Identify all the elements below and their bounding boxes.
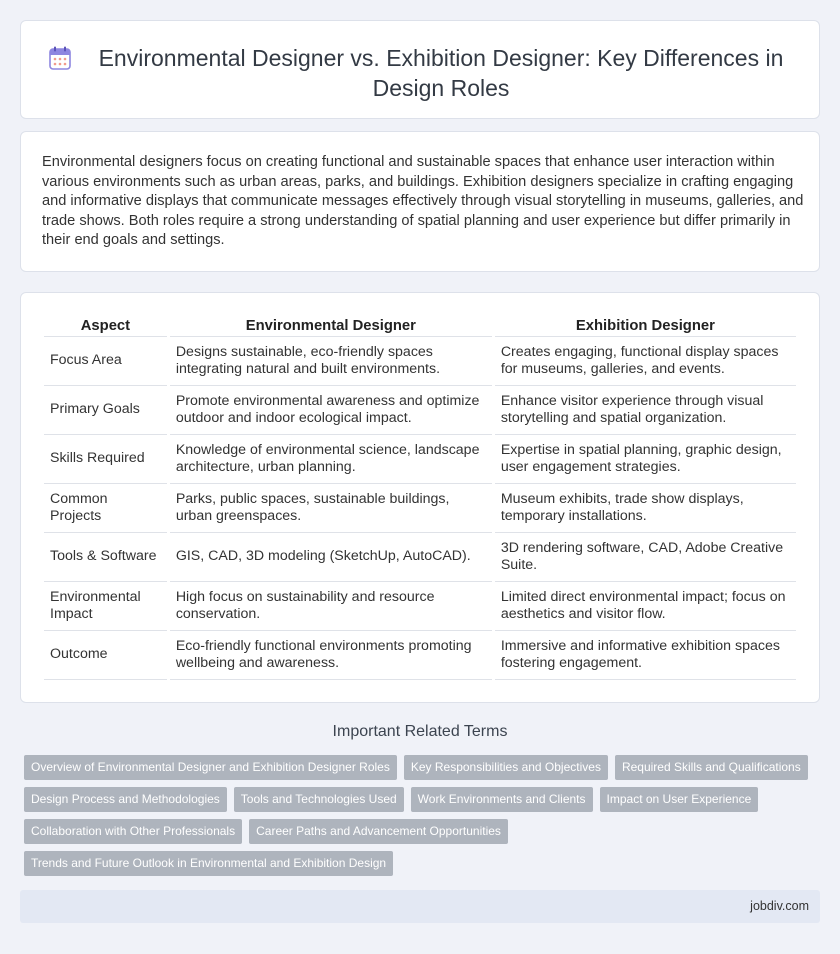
row-environmental: Knowledge of environmental science, landscape architecture, urban planning. <box>170 435 492 484</box>
table-header-row <box>44 315 796 337</box>
table-row <box>44 631 796 680</box>
footer <box>20 890 820 923</box>
row-exhibition: Limited direct environmental impact; focus on aesthetics and visitor flow. <box>495 582 796 631</box>
related-term-tag[interactable]: Trends and Future Outlook in Environmental and Exhibition Design <box>24 851 393 876</box>
row-aspect: Tools & Software <box>44 533 167 582</box>
header-card <box>20 20 820 119</box>
related-term-tag[interactable]: Tools and Technologies Used <box>234 787 404 812</box>
row-environmental: Eco-friendly functional environments promoting wellbeing and awareness. <box>170 631 492 680</box>
row-environmental: Designs sustainable, eco-friendly spaces integrating natural and built environments. <box>170 337 492 386</box>
row-aspect: Primary Goals <box>44 386 167 435</box>
related-term-tag[interactable]: Impact on User Experience <box>600 787 759 812</box>
related-terms-heading: Important Related Terms <box>332 723 508 740</box>
row-aspect: Environmental Impact <box>44 582 167 631</box>
comparison-table-card <box>20 292 820 703</box>
row-exhibition: Immersive and informative exhibition spaces fostering engagement. <box>495 631 796 680</box>
row-environmental: Promote environmental awareness and optimize outdoor and indoor ecological impact. <box>170 386 492 435</box>
row-environmental: High focus on sustainability and resource conservation. <box>170 582 492 631</box>
intro-paragraph: Environmental designers focus on creating functional and sustainable spaces that enhance user interaction within various environments such as urban areas, parks, and buildings. Exhibition designers specialize in crafting engaging and informative displays that communicate messages effectively through visual storytelling in museums, galleries, and trade shows. Both roles require a strong understanding of spatial planning and user experience but differ primarily in their end goals and settings. <box>42 154 804 249</box>
row-aspect: Common Projects <box>44 484 167 533</box>
row-aspect: Skills Required <box>44 435 167 484</box>
calendar-icon <box>49 46 71 70</box>
row-aspect: Outcome <box>44 631 167 680</box>
table-row <box>44 337 796 386</box>
table-row <box>44 484 796 533</box>
header-aspect: Aspect <box>44 315 167 337</box>
related-term-tag[interactable]: Required Skills and Qualifications <box>615 755 808 780</box>
row-exhibition: 3D rendering software, CAD, Adobe Creative Suite. <box>495 533 796 582</box>
footer-site-link[interactable]: jobdiv.com <box>750 899 809 913</box>
row-aspect: Focus Area <box>44 337 167 386</box>
related-term-tag[interactable]: Career Paths and Advancement Opportunities <box>249 819 508 844</box>
table-row <box>44 386 796 435</box>
row-environmental: GIS, CAD, 3D modeling (SketchUp, AutoCAD). <box>170 533 492 582</box>
related-term-tag[interactable]: Work Environments and Clients <box>411 787 593 812</box>
table-row <box>44 582 796 631</box>
related-term-tag[interactable]: Design Process and Methodologies <box>24 787 227 812</box>
related-term-tag[interactable]: Key Responsibilities and Objectives <box>404 755 608 780</box>
related-term-tag[interactable]: Collaboration with Other Professionals <box>24 819 242 844</box>
row-exhibition: Creates engaging, functional display spaces for museums, galleries, and events. <box>495 337 796 386</box>
related-term-tag[interactable]: Overview of Environmental Designer and Exhibition Designer Roles <box>24 755 397 780</box>
comparison-table <box>41 315 799 680</box>
header-exhibition-designer: Exhibition Designer <box>495 315 796 337</box>
intro-card <box>20 131 820 272</box>
related-terms-list <box>24 755 814 876</box>
row-exhibition: Museum exhibits, trade show displays, temporary installations. <box>495 484 796 533</box>
row-exhibition: Enhance visitor experience through visual storytelling and spatial organization. <box>495 386 796 435</box>
header-environmental-designer: Environmental Designer <box>170 315 492 337</box>
page-title: Environmental Designer vs. Exhibition Designer: Key Differences in Design Roles <box>98 45 784 101</box>
row-exhibition: Expertise in spatial planning, graphic design, user engagement strategies. <box>495 435 796 484</box>
table-row <box>44 435 796 484</box>
table-row <box>44 533 796 582</box>
row-environmental: Parks, public spaces, sustainable buildings, urban greenspaces. <box>170 484 492 533</box>
